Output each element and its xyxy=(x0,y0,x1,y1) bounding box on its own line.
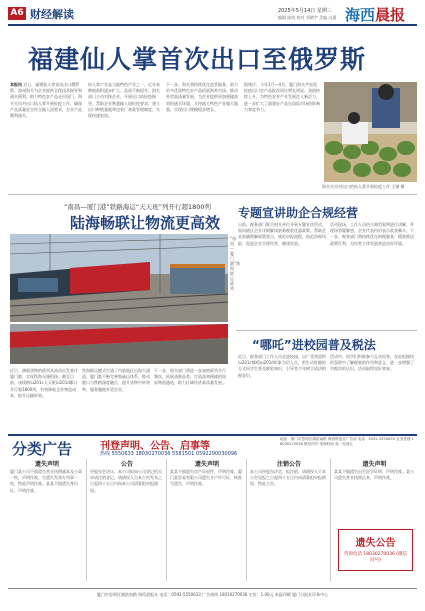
headline-body-col3: 下一步，海关将持续优化监管服务，助力更多优质特色农产品拓展海外市场，推动外贸高质量发展，为企业提供更加便捷高效的通关环境，支持地方特色产业做大做强，实现出口规模稳步增长。 xyxy=(166,82,238,112)
classified-title: 分类广告 xyxy=(12,440,73,458)
headline-dateline: 本报讯 xyxy=(10,82,22,87)
cactus-photo xyxy=(324,82,417,182)
rail-headline: 陆海畅联让物流更高效 xyxy=(70,214,221,232)
footer-rule xyxy=(8,588,417,589)
train-photo-2 xyxy=(10,324,228,364)
lost-notice-box xyxy=(338,529,413,571)
masthead-right: 晨报 xyxy=(375,6,406,24)
headline-body-col2: 仙人掌产业是当地特色产业之一，近年来种植面积逐步扩大，品质不断提升。海关部门主动对接企业，开展出口前检疫指导，帮助企业熟悉输入国检疫要求，建立出口种植基地和包装厂备案管理制度，实现快速验放。 xyxy=(88,82,160,119)
masthead-logo xyxy=(345,4,405,25)
classified-address: 地址：厦门市思明区湖滨南路 海西晨报社广告部 电话：0592-5550633 业务受理 18030270036 微信同号 受理时间 周一至周五 xyxy=(280,437,414,446)
cactus-photo-caption: 海关关员对出口的仙人掌开展检疫工作 王钢 摄 xyxy=(322,184,405,189)
headline-body-col4: 据统计，今年1月—4月，厦门海关共检验检疫出口农产品批次同比增长明显，货值持续上升，为特色农业产业发展注入新活力，进一步扩大了福建农产品在国际市场的影响力和竞争力。 xyxy=(244,82,320,112)
section-name: 财经解读 xyxy=(30,8,74,21)
park-body-col1: 近日，税务部门工作人员走进校园，以广受欢迎的\u201c哪吒\u201d形象为切入点，用生动有趣的方式向学生普及税收知识，引导青少年树立依法纳税意识。 xyxy=(238,354,326,378)
train-photo xyxy=(10,234,228,322)
classified-grid xyxy=(8,459,417,581)
divider-1 xyxy=(8,194,417,195)
headline-body-col1: 本报讯 近日，福建仙人掌首次出口俄罗斯，漳州海关为企业提供全程技术指导和通关便利，助力特色农产品走出国门。海关关员对出口仙人掌开展检疫工作，确保产品质量安全符合输入国要求，企业产品顺利通关。 xyxy=(10,82,82,119)
main-headline: 福建仙人掌首次出口至俄罗斯 xyxy=(28,45,367,74)
header-rule xyxy=(8,24,417,26)
date-line: 2025年5月14日 星期三 xyxy=(278,8,332,14)
classified-phones: 热线 5550633 18030270036 5581501 0592290030096 xyxy=(100,451,238,457)
classified-column-4: 注销公告 本公司经股东决定，拟注销，请债权人于本公告见报之日起四十五日内向清算组申报债权，特此公告。 xyxy=(248,459,331,581)
divider-right xyxy=(236,330,417,331)
train-photo-caption: “南昌—厦门港”铁海联运班列 xyxy=(230,236,241,291)
tax-body-col1: 日前，税务部门联合相关单位开展专题宣讲活动，面向辖区企业详细解读最新税收优惠政策，帮助企业准确理解政策要点，规范申报流程，防范涉税风险，促进企业合规经营、健康发展。 xyxy=(238,222,326,246)
park-headline: “哪吒”进校园普及税法 xyxy=(252,338,376,352)
masthead-left: 海西 xyxy=(345,6,376,24)
rail-kicker: “南昌—厦门港”铁路海运“天天班”列开行超1800列 xyxy=(64,203,212,211)
classified-subtitle: 刊登声明、公告、启事等 xyxy=(100,441,210,452)
classified-column-4-title: 注销公告 xyxy=(276,461,301,468)
rail-body-col1: 近日，满载货物的班列从南昌出发驶往厦门港，实现铁海无缝衔接。截至目前，该线路\u201c天天班\u201d累计开行超1800列，有效降低企业物流成本，提升运输时效。 xyxy=(10,368,78,398)
lost-notice-title: 遗失公告 xyxy=(355,538,396,549)
tax-headline: 专题宣讲助企合规经营 xyxy=(238,206,359,220)
editors-line: 编辑 陈欣 校对 刘晓宇 美编 冯惠 xyxy=(278,15,337,20)
classified-column-3: 遗失声明 某某不慎遗失房产证原件，声明作废。厦门某贸易有限公司遗失开户许可证，核准号遗失，声明作废。 xyxy=(168,459,247,581)
classified-bar xyxy=(8,434,417,458)
classified-column-3-title: 遗失声明 xyxy=(194,461,219,468)
classified-column-1: 遗失声明 厦门某公司不慎遗失营业执照副本及公章一枚，声明作废。另遗失发票专用章一枚，特此声明作废。某某不慎遗失身份证，声明作废。 xyxy=(8,459,87,581)
lost-notice-phone: 咨询电话 18030270036 (微信同号) xyxy=(343,552,408,563)
classified-column-1-title: 遗失声明 xyxy=(34,461,59,468)
classified-column-5: 遗失声明 某某不慎遗失出生医学证明，声明作废。某公司遗失营业执照正本，声明作废。 遗失公告 咨询电话 18030270036 (微信同号) xyxy=(332,459,417,581)
tax-body-col2: 活动现场，工作人员结合典型案例进行讲解，并现场答疑解惑，企业代表纷纷表示收获颇丰。下一步，税务部门将持续优化纳税服务，精准推送政策红利，为经营主体发展营造良好环境。 xyxy=(330,222,414,246)
page-number: A6 xyxy=(8,7,26,20)
page-header xyxy=(8,6,417,26)
rail-body-col3: 下一步，相关部门将进一步加密班列开行频次，拓展货源品类，打造高效便捷的国际物流通道，助力区域经济高质量发展。 xyxy=(154,368,226,386)
park-body-col2: 活动中，同学们积极参与互动问答，在轻松愉快的氛围中了解税收的作用和意义，进一步增强了对税法的认识，活动取得良好效果。 xyxy=(330,354,414,372)
classified-column-2-title: 公告 xyxy=(120,461,133,468)
classified-column-5-title: 遗失声明 xyxy=(362,461,387,468)
footer-text: 厦门市思明区湖滨南路 海西晨报社 电话：0592-5550633 广告热线 18030270036 定价：1.00元 本报印刷 厦门日报社印务中心 xyxy=(96,592,329,597)
classified-column-2: 公告 经股东会决议，本公司拟向公司登记机关申请注销登记，请债权人自本公告发布之日起四十五日内向本公司清算组申报债权。 xyxy=(88,459,167,581)
rail-body-col2: 铁海联运模式打通了内陆地区出海大通道，厦门港不断完善集疏运体系，推动港口与铁路深度融合，提升货物中转效率，服务腹地外贸企业。 xyxy=(82,368,150,392)
